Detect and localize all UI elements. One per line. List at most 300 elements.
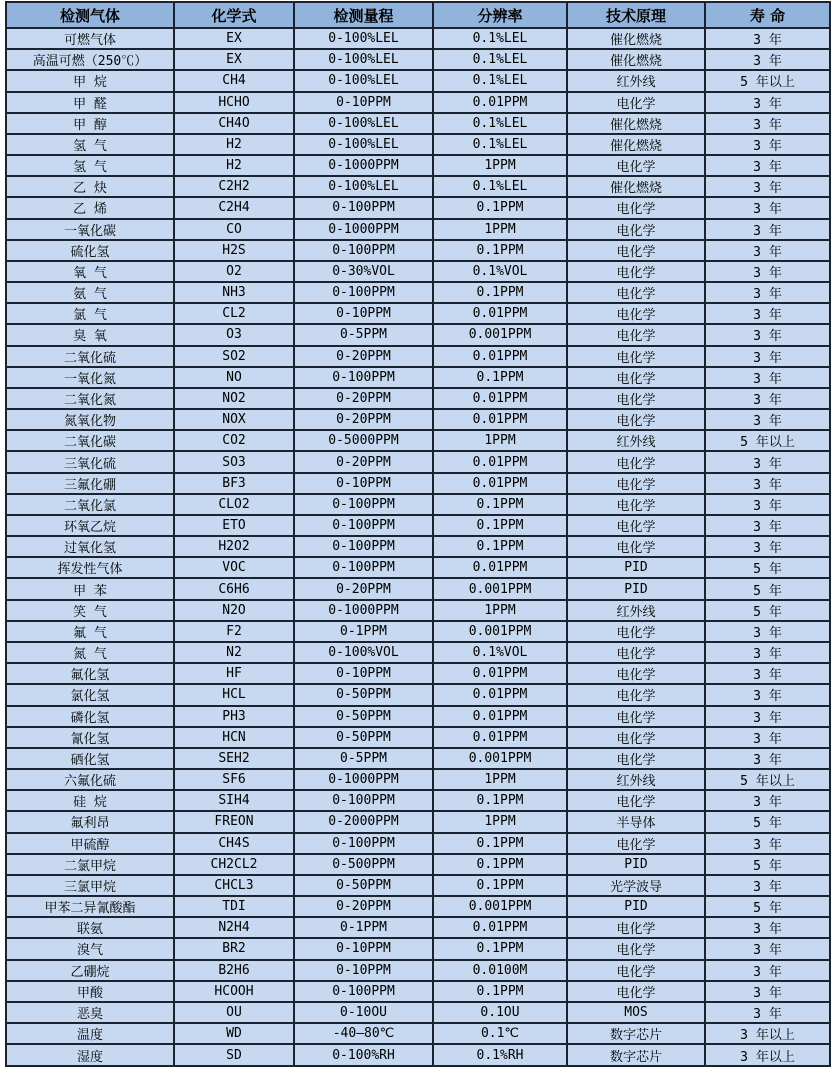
lifespan-cell: 3 年	[705, 642, 830, 663]
range-cell: 0-20PPM	[294, 578, 433, 599]
gas-name-cell: 联氨	[6, 917, 174, 938]
gas-name-cell: 笑 气	[6, 600, 174, 621]
resolution-cell: 1PPM	[433, 430, 567, 451]
formula-cell: CH4S	[174, 833, 294, 854]
lifespan-cell: 3 年	[705, 346, 830, 367]
gas-name-cell: 一氧化碳	[6, 219, 174, 240]
lifespan-cell: 5 年以上	[705, 769, 830, 790]
table-row	[6, 430, 830, 451]
gas-name-cell: 氟化氢	[6, 663, 174, 684]
formula-cell: H2	[174, 134, 294, 155]
resolution-cell: 0.1%VOL	[433, 642, 567, 663]
lifespan-cell: 3 年	[705, 113, 830, 134]
range-cell: 0-5PPM	[294, 324, 433, 345]
principle-cell: 电化学	[567, 409, 705, 430]
resolution-cell: 0.1PPM	[433, 938, 567, 959]
table-row	[6, 494, 830, 515]
principle-cell: 电化学	[567, 536, 705, 557]
formula-cell: B2H6	[174, 960, 294, 981]
resolution-cell: 0.0100M	[433, 960, 567, 981]
lifespan-cell: 3 年	[705, 663, 830, 684]
gas-name-cell: 氮氧化物	[6, 409, 174, 430]
resolution-cell: 0.1PPM	[433, 240, 567, 261]
table-row	[6, 557, 830, 578]
lifespan-cell: 3 年	[705, 981, 830, 1002]
gas-name-cell: 一氧化氮	[6, 367, 174, 388]
range-cell: 0-10PPM	[294, 92, 433, 113]
gas-name-cell: 氧 气	[6, 261, 174, 282]
resolution-cell: 0.1PPM	[433, 790, 567, 811]
lifespan-cell: 3 年	[705, 367, 830, 388]
principle-cell: 电化学	[567, 282, 705, 303]
table-row	[6, 578, 830, 599]
lifespan-cell: 3 年	[705, 219, 830, 240]
principle-cell: 电化学	[567, 261, 705, 282]
range-cell: 0-5000PPM	[294, 430, 433, 451]
gas-name-cell: 过氧化氢	[6, 536, 174, 557]
principle-cell: 电化学	[567, 346, 705, 367]
formula-cell: H2O2	[174, 536, 294, 557]
gas-name-cell: 臭 氧	[6, 324, 174, 345]
lifespan-cell: 3 年	[705, 49, 830, 70]
lifespan-cell: 3 年	[705, 303, 830, 324]
principle-cell: 电化学	[567, 833, 705, 854]
resolution-cell: 0.001PPM	[433, 578, 567, 599]
range-cell: 0-10PPM	[294, 960, 433, 981]
resolution-cell: 0.1PPM	[433, 875, 567, 896]
gas-name-cell: 二氧化碳	[6, 430, 174, 451]
table-row	[6, 684, 830, 705]
range-cell: 0-50PPM	[294, 706, 433, 727]
table-row	[6, 1023, 830, 1044]
table-row	[6, 409, 830, 430]
lifespan-cell: 5 年	[705, 811, 830, 832]
gas-name-cell: 氟利昂	[6, 811, 174, 832]
range-cell: 0-20PPM	[294, 451, 433, 472]
principle-cell: 红外线	[567, 430, 705, 451]
resolution-cell: 0.1%VOL	[433, 261, 567, 282]
range-cell: 0-10PPM	[294, 303, 433, 324]
lifespan-cell: 5 年	[705, 578, 830, 599]
resolution-cell: 0.1PPM	[433, 981, 567, 1002]
lifespan-cell: 3 年	[705, 92, 830, 113]
gas-name-cell: 三氧化硫	[6, 451, 174, 472]
column-header-range: 检测量程	[294, 2, 433, 28]
gas-name-cell: 三氯甲烷	[6, 875, 174, 896]
table-row	[6, 1002, 830, 1023]
resolution-cell: 0.1%LEL	[433, 113, 567, 134]
gas-name-cell: 二氧化硫	[6, 346, 174, 367]
table-row	[6, 790, 830, 811]
lifespan-cell: 3 年	[705, 451, 830, 472]
formula-cell: SO3	[174, 451, 294, 472]
resolution-cell: 0.1%LEL	[433, 134, 567, 155]
table-row	[6, 92, 830, 113]
table-row	[6, 938, 830, 959]
formula-cell: NO	[174, 367, 294, 388]
principle-cell: 电化学	[567, 684, 705, 705]
formula-cell: SIH4	[174, 790, 294, 811]
resolution-cell: 0.001PPM	[433, 621, 567, 642]
resolution-cell: 0.1PPM	[433, 197, 567, 218]
column-header-lifespan: 寿 命	[705, 2, 830, 28]
principle-cell: 电化学	[567, 748, 705, 769]
gas-name-cell: 环氧乙烷	[6, 515, 174, 536]
formula-cell: H2S	[174, 240, 294, 261]
range-cell: 0-100%LEL	[294, 176, 433, 197]
table-row	[6, 727, 830, 748]
gas-name-cell: 甲 苯	[6, 578, 174, 599]
formula-cell: CH2CL2	[174, 854, 294, 875]
range-cell: 0-10PPM	[294, 938, 433, 959]
range-cell: 0-50PPM	[294, 727, 433, 748]
table-row	[6, 621, 830, 642]
gas-name-cell: 甲 醇	[6, 113, 174, 134]
lifespan-cell: 5 年	[705, 854, 830, 875]
range-cell: 0-1000PPM	[294, 219, 433, 240]
gas-name-cell: 湿度	[6, 1044, 174, 1066]
resolution-cell: 0.01PPM	[433, 409, 567, 430]
gas-name-cell: 氢 气	[6, 134, 174, 155]
range-cell: 0-100PPM	[294, 367, 433, 388]
gas-name-cell: 氮 气	[6, 642, 174, 663]
resolution-cell: 1PPM	[433, 811, 567, 832]
lifespan-cell: 3 年	[705, 494, 830, 515]
range-cell: 0-100%LEL	[294, 113, 433, 134]
range-cell: 0-100PPM	[294, 515, 433, 536]
gas-name-cell: 氰化氢	[6, 727, 174, 748]
lifespan-cell: 3 年	[705, 388, 830, 409]
range-cell: 0-20PPM	[294, 388, 433, 409]
lifespan-cell: 3 年	[705, 515, 830, 536]
range-cell: 0-20PPM	[294, 896, 433, 917]
table-row	[6, 367, 830, 388]
resolution-cell: 0.001PPM	[433, 324, 567, 345]
lifespan-cell: 3 年	[705, 1002, 830, 1023]
table-row	[6, 176, 830, 197]
principle-cell: 电化学	[567, 388, 705, 409]
formula-cell: H2	[174, 155, 294, 176]
formula-cell: N2H4	[174, 917, 294, 938]
table-row	[6, 960, 830, 981]
formula-cell: CL2	[174, 303, 294, 324]
table-row	[6, 642, 830, 663]
range-cell: 0-100PPM	[294, 536, 433, 557]
resolution-cell: 0.1%RH	[433, 1044, 567, 1066]
formula-cell: PH3	[174, 706, 294, 727]
principle-cell: 电化学	[567, 367, 705, 388]
range-cell: 0-50PPM	[294, 875, 433, 896]
principle-cell: PID	[567, 896, 705, 917]
formula-cell: CO	[174, 219, 294, 240]
resolution-cell: 0.1PPM	[433, 833, 567, 854]
range-cell: 0-1000PPM	[294, 600, 433, 621]
principle-cell: 电化学	[567, 197, 705, 218]
gas-name-cell: 硒化氢	[6, 748, 174, 769]
lifespan-cell: 3 年	[705, 727, 830, 748]
principle-cell: 电化学	[567, 451, 705, 472]
formula-cell: NH3	[174, 282, 294, 303]
formula-cell: ETO	[174, 515, 294, 536]
lifespan-cell: 5 年	[705, 896, 830, 917]
range-cell: 0-100PPM	[294, 494, 433, 515]
principle-cell: 电化学	[567, 515, 705, 536]
formula-cell: EX	[174, 28, 294, 49]
range-cell: 0-100PPM	[294, 833, 433, 854]
gas-name-cell: 乙 炔	[6, 176, 174, 197]
principle-cell: 电化学	[567, 473, 705, 494]
formula-cell: SO2	[174, 346, 294, 367]
table-row	[6, 769, 830, 790]
range-cell: 0-100%RH	[294, 1044, 433, 1066]
range-cell: 0-1000PPM	[294, 155, 433, 176]
principle-cell: 电化学	[567, 917, 705, 938]
range-cell: 0-500PPM	[294, 854, 433, 875]
formula-cell: NO2	[174, 388, 294, 409]
table-row	[6, 875, 830, 896]
principle-cell: 红外线	[567, 70, 705, 91]
resolution-cell: 0.1PPM	[433, 515, 567, 536]
table-row	[6, 1044, 830, 1066]
lifespan-cell: 3 年	[705, 621, 830, 642]
resolution-cell: 0.001PPM	[433, 748, 567, 769]
formula-cell: EX	[174, 49, 294, 70]
table-row	[6, 261, 830, 282]
gas-name-cell: 氟 气	[6, 621, 174, 642]
principle-cell: 电化学	[567, 727, 705, 748]
principle-cell: 电化学	[567, 621, 705, 642]
resolution-cell: 1PPM	[433, 769, 567, 790]
principle-cell: 电化学	[567, 790, 705, 811]
principle-cell: PID	[567, 854, 705, 875]
range-cell: 0-10PPM	[294, 473, 433, 494]
range-cell: 0-1000PPM	[294, 769, 433, 790]
principle-cell: 电化学	[567, 706, 705, 727]
principle-cell: 电化学	[567, 960, 705, 981]
gas-name-cell: 二氧化氮	[6, 388, 174, 409]
range-cell: 0-30%VOL	[294, 261, 433, 282]
lifespan-cell: 3 年	[705, 684, 830, 705]
lifespan-cell: 3 年	[705, 536, 830, 557]
principle-cell: 电化学	[567, 494, 705, 515]
principle-cell: PID	[567, 578, 705, 599]
formula-cell: N2O	[174, 600, 294, 621]
principle-cell: 数字芯片	[567, 1044, 705, 1066]
formula-cell: CH4	[174, 70, 294, 91]
gas-name-cell: 氢 气	[6, 155, 174, 176]
lifespan-cell: 3 年	[705, 324, 830, 345]
resolution-cell: 0.01PPM	[433, 727, 567, 748]
lifespan-cell: 3 年	[705, 134, 830, 155]
gas-name-cell: 可燃气体	[6, 28, 174, 49]
principle-cell: 红外线	[567, 769, 705, 790]
table-row	[6, 28, 830, 49]
gas-name-cell: 甲酸	[6, 981, 174, 1002]
formula-cell: CLO2	[174, 494, 294, 515]
lifespan-cell: 3 年	[705, 960, 830, 981]
gas-name-cell: 磷化氢	[6, 706, 174, 727]
resolution-cell: 1PPM	[433, 155, 567, 176]
range-cell: -40—80℃	[294, 1023, 433, 1044]
range-cell: 0-100PPM	[294, 282, 433, 303]
gas-sensor-spec-table	[5, 1, 831, 1067]
gas-name-cell: 溴气	[6, 938, 174, 959]
lifespan-cell: 3 年	[705, 748, 830, 769]
range-cell: 0-100PPM	[294, 981, 433, 1002]
table-row	[6, 536, 830, 557]
lifespan-cell: 5 年	[705, 557, 830, 578]
formula-cell: VOC	[174, 557, 294, 578]
lifespan-cell: 5 年以上	[705, 430, 830, 451]
gas-name-cell: 乙 烯	[6, 197, 174, 218]
formula-cell: O3	[174, 324, 294, 345]
principle-cell: 电化学	[567, 240, 705, 261]
principle-cell: 电化学	[567, 303, 705, 324]
resolution-cell: 0.01PPM	[433, 663, 567, 684]
gas-name-cell: 氨 气	[6, 282, 174, 303]
range-cell: 0-100PPM	[294, 240, 433, 261]
gas-name-cell: 二氧化氯	[6, 494, 174, 515]
table-row	[6, 981, 830, 1002]
principle-cell: 电化学	[567, 155, 705, 176]
lifespan-cell: 3 年	[705, 938, 830, 959]
range-cell: 0-10OU	[294, 1002, 433, 1023]
formula-cell: HF	[174, 663, 294, 684]
formula-cell: CHCL3	[174, 875, 294, 896]
table-row	[6, 388, 830, 409]
lifespan-cell: 3 年	[705, 875, 830, 896]
resolution-cell: 0.001PPM	[433, 896, 567, 917]
range-cell: 0-100%LEL	[294, 49, 433, 70]
table-row	[6, 833, 830, 854]
table-row	[6, 282, 830, 303]
table-row	[6, 346, 830, 367]
principle-cell: 光学波导	[567, 875, 705, 896]
range-cell: 0-20PPM	[294, 409, 433, 430]
resolution-cell: 1PPM	[433, 600, 567, 621]
gas-name-cell: 高温可燃（250℃）	[6, 49, 174, 70]
gas-name-cell: 氯 气	[6, 303, 174, 324]
table-row	[6, 49, 830, 70]
lifespan-cell: 3 年	[705, 790, 830, 811]
formula-cell: WD	[174, 1023, 294, 1044]
resolution-cell: 0.01PPM	[433, 684, 567, 705]
table-row	[6, 473, 830, 494]
gas-name-cell: 二氯甲烷	[6, 854, 174, 875]
gas-name-cell: 甲 醛	[6, 92, 174, 113]
formula-cell: HCN	[174, 727, 294, 748]
range-cell: 0-100PPM	[294, 790, 433, 811]
gas-name-cell: 乙硼烷	[6, 960, 174, 981]
resolution-cell: 0.01PPM	[433, 346, 567, 367]
lifespan-cell: 5 年以上	[705, 70, 830, 91]
lifespan-cell: 3 年	[705, 409, 830, 430]
formula-cell: HCOOH	[174, 981, 294, 1002]
resolution-cell: 0.1℃	[433, 1023, 567, 1044]
resolution-cell: 0.1PPM	[433, 854, 567, 875]
formula-cell: FREON	[174, 811, 294, 832]
formula-cell: OU	[174, 1002, 294, 1023]
column-header-gas: 检测气体	[6, 2, 174, 28]
principle-cell: 催化燃烧	[567, 113, 705, 134]
gas-name-cell: 六氟化硫	[6, 769, 174, 790]
lifespan-cell: 3 年	[705, 282, 830, 303]
principle-cell: 电化学	[567, 92, 705, 113]
table-row	[6, 70, 830, 91]
formula-cell: TDI	[174, 896, 294, 917]
table-row	[6, 155, 830, 176]
principle-cell: MOS	[567, 1002, 705, 1023]
resolution-cell: 0.01PPM	[433, 451, 567, 472]
resolution-cell: 0.1%LEL	[433, 28, 567, 49]
principle-cell: 红外线	[567, 600, 705, 621]
principle-cell: 电化学	[567, 324, 705, 345]
table-row	[6, 917, 830, 938]
gas-name-cell: 恶臭	[6, 1002, 174, 1023]
table-row	[6, 451, 830, 472]
range-cell: 0-10PPM	[294, 663, 433, 684]
formula-cell: SF6	[174, 769, 294, 790]
table-row	[6, 896, 830, 917]
lifespan-cell: 3 年以上	[705, 1023, 830, 1044]
resolution-cell: 0.1PPM	[433, 367, 567, 388]
table-row	[6, 134, 830, 155]
lifespan-cell: 3 年	[705, 706, 830, 727]
gas-name-cell: 硅 烷	[6, 790, 174, 811]
range-cell: 0-5PPM	[294, 748, 433, 769]
formula-cell: NOX	[174, 409, 294, 430]
resolution-cell: 0.1%LEL	[433, 176, 567, 197]
table-row	[6, 706, 830, 727]
column-header-formula: 化学式	[174, 2, 294, 28]
formula-cell: N2	[174, 642, 294, 663]
range-cell: 0-100%LEL	[294, 134, 433, 155]
resolution-cell: 0.1%LEL	[433, 49, 567, 70]
formula-cell: C2H4	[174, 197, 294, 218]
column-header-principle: 技术原理	[567, 2, 705, 28]
formula-cell: C6H6	[174, 578, 294, 599]
lifespan-cell: 3 年	[705, 28, 830, 49]
range-cell: 0-20PPM	[294, 346, 433, 367]
lifespan-cell: 3 年	[705, 917, 830, 938]
resolution-cell: 0.1PPM	[433, 494, 567, 515]
principle-cell: 半导体	[567, 811, 705, 832]
formula-cell: F2	[174, 621, 294, 642]
principle-cell: 电化学	[567, 642, 705, 663]
range-cell: 0-100%VOL	[294, 642, 433, 663]
principle-cell: 数字芯片	[567, 1023, 705, 1044]
resolution-cell: 0.01PPM	[433, 706, 567, 727]
formula-cell: C2H2	[174, 176, 294, 197]
gas-name-cell: 温度	[6, 1023, 174, 1044]
resolution-cell: 1PPM	[433, 219, 567, 240]
gas-name-cell: 硫化氢	[6, 240, 174, 261]
resolution-cell: 0.1PPM	[433, 536, 567, 557]
table-row	[6, 240, 830, 261]
gas-name-cell: 三氟化硼	[6, 473, 174, 494]
range-cell: 0-100PPM	[294, 557, 433, 578]
range-cell: 0-2000PPM	[294, 811, 433, 832]
formula-cell: CH4O	[174, 113, 294, 134]
formula-cell: HCHO	[174, 92, 294, 113]
header-row	[6, 2, 830, 28]
gas-name-cell: 挥发性气体	[6, 557, 174, 578]
range-cell: 0-1PPM	[294, 621, 433, 642]
resolution-cell: 0.1PPM	[433, 282, 567, 303]
lifespan-cell: 3 年以上	[705, 1044, 830, 1066]
principle-cell: 电化学	[567, 981, 705, 1002]
resolution-cell: 0.01PPM	[433, 473, 567, 494]
